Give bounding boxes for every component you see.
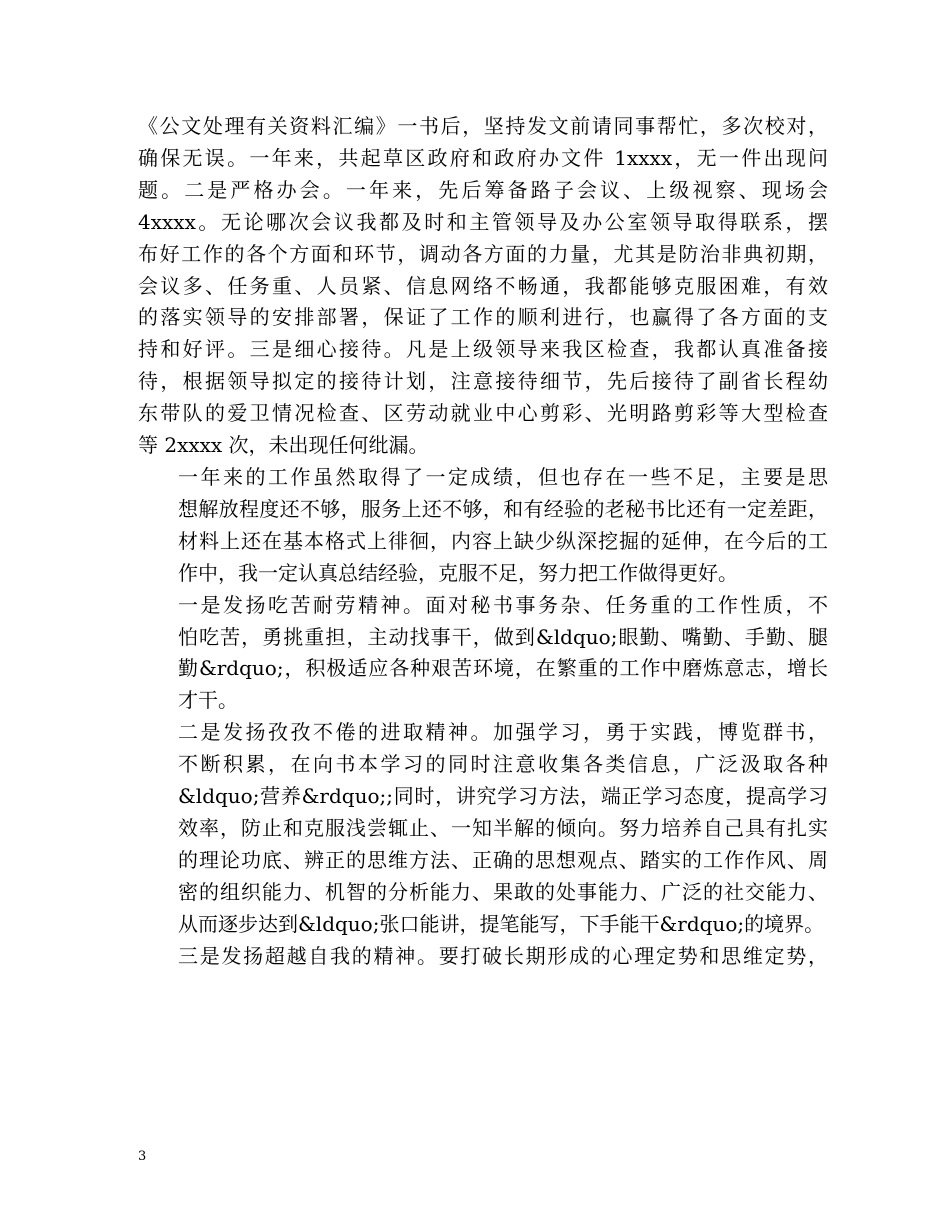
text-line: 会议多、任务重、人员紧、信息网络不畅通，我都能够克服困难，有效 xyxy=(138,273,828,298)
text-line: 怕吃苦，勇挑重担，主动找事干，做到&ldquo;眼勤、嘴勤、手勤、腿 xyxy=(178,624,828,649)
text-line: 效率，防止和克服浅尝辄止、一知半解的倾向。努力培养自己具有扎实 xyxy=(178,815,828,840)
text-line: 的理论功底、辨正的思维方法、正确的思想观点、踏实的工作作风、周 xyxy=(178,847,828,872)
text-line: 不断积累，在向书本学习的同时注意收集各类信息，广泛汲取各种 xyxy=(178,752,828,777)
text-line: 题。二是严格办会。一年来，先后筹备路子会议、上级视察、现场会 xyxy=(138,177,828,202)
text-line: 一年来的工作虽然取得了一定成绩，但也存在一些不足，主要是思 xyxy=(178,464,828,489)
text-line: 从而逐步达到&ldquo;张口能讲，提笔能写，下手能干&rdquo;的境界。 xyxy=(178,911,825,936)
text-line: 《公文处理有关资料汇编》一书后，坚持发文前请同事帮忙，多次校对， xyxy=(138,114,828,138)
text-line: 确保无误。一年来，共起草区政府和政府办文件 1xxxx，无一件出现问 xyxy=(138,145,828,170)
body-text xyxy=(138,111,828,972)
text-line: 作中，我一定认真总结经验，克服不足，努力把工作做得更好。 xyxy=(178,560,738,585)
text-line: 三是发扬超越自我的精神。要打破长期形成的心理定势和思维定势， xyxy=(178,943,828,968)
text-line: 一是发扬吃苦耐劳精神。面对秘书事务杂、任务重的工作性质，不 xyxy=(178,592,828,617)
text-line: 待，根据领导拟定的接待计划，注意接待细节，先后接待了副省长程幼 xyxy=(138,369,828,394)
text-line: 布好工作的各个方面和环节，调动各方面的力量，尤其是防治非典初期， xyxy=(138,241,828,266)
text-line: 等 2xxxx 次，未出现任何纰漏。 xyxy=(138,433,429,458)
text-line: 持和好评。三是细心接待。凡是上级领导来我区检查，我都认真准备接 xyxy=(138,337,828,362)
text-line: 想解放程度还不够，服务上还不够，和有经验的老秘书比还有一定差距， xyxy=(178,496,828,521)
paragraph-4 xyxy=(138,717,828,940)
text-line: 密的组织能力、机智的分析能力、果敢的处事能力、广泛的社交能力、 xyxy=(178,879,828,904)
text-line: 材料上还在基本格式上徘徊，内容上缺少纵深挖掘的延伸，在今后的工 xyxy=(178,528,828,553)
paragraph-2 xyxy=(138,462,828,590)
text-line: 才干。 xyxy=(178,688,238,713)
paragraph-3 xyxy=(138,590,828,718)
text-line: 4xxxx。无论哪次会议我都及时和主管领导及办公室领导取得联系，摆 xyxy=(138,209,828,234)
paragraph-5 xyxy=(138,941,828,973)
text-line: 的落实领导的安排部署，保证了工作的顺利进行，也赢得了各方面的支 xyxy=(138,305,828,330)
text-line: 勤&rdquo;，积极适应各种艰苦环境，在繁重的工作中磨炼意志，增长 xyxy=(178,656,828,681)
text-line: 二是发扬孜孜不倦的进取精神。加强学习，勇于实践，博览群书， xyxy=(178,720,828,745)
paragraph-1 xyxy=(138,111,828,462)
text-line: &ldquo;营养&rdquo;;同时，讲究学习方法，端正学习态度，提高学习 xyxy=(178,784,828,809)
text-line: 东带队的爱卫情况检查、区劳动就业中心剪彩、光明路剪彩等大型检查 xyxy=(138,401,828,426)
page-number: 3 xyxy=(138,1149,147,1164)
